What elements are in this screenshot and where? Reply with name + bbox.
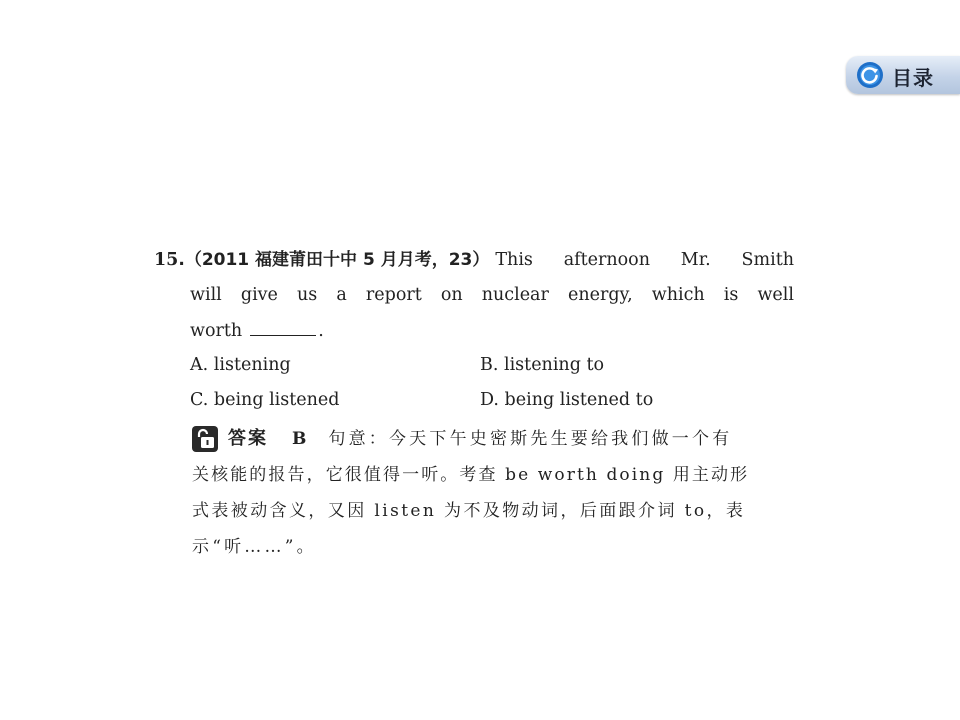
- word: is: [723, 285, 739, 305]
- options-row-1: [154, 348, 794, 383]
- word: give: [240, 285, 278, 305]
- word: Smith: [741, 250, 794, 270]
- circular-arrow-icon: [856, 61, 884, 89]
- answer-line-3: [192, 493, 796, 529]
- question-line-1-text: [495, 243, 794, 278]
- option-a: A. listening: [190, 355, 291, 375]
- answer-label: 答案: [228, 428, 268, 449]
- open-lock-icon: [192, 426, 218, 452]
- answer-text: 句意：今天下午史密斯先生要给我们做一个有: [328, 429, 733, 449]
- question-line-3-prefix: worth: [190, 321, 243, 341]
- options-row-2: [154, 383, 794, 418]
- answer-text: 关核能的报告，它很值得一听。考查 be worth doing 用主动形: [192, 465, 750, 485]
- word: energy,: [567, 285, 633, 305]
- option-d: D. being listened to: [480, 390, 654, 410]
- answer-block: [192, 421, 796, 565]
- answer-text: 示“听……”。: [192, 537, 317, 557]
- answer-line-4: [192, 529, 796, 565]
- word: afternoon: [563, 250, 650, 270]
- answer-line-1: [192, 421, 796, 457]
- word: which: [651, 285, 705, 305]
- word: Mr.: [680, 250, 711, 270]
- answer-line-2: [192, 457, 796, 493]
- question-number: 15: [154, 250, 179, 270]
- word: will: [190, 285, 222, 305]
- answer-text: 式表被动含义，又因 listen 为不及物动词，后面跟介词 to，表: [192, 501, 746, 521]
- toc-label: 目录: [892, 66, 934, 90]
- word: This: [495, 250, 533, 270]
- question-line-1: [154, 243, 794, 278]
- word: report: [365, 285, 422, 305]
- question-line-2: [154, 278, 794, 313]
- question-line-3: [154, 313, 794, 348]
- question-line-3-suffix: .: [318, 321, 324, 341]
- toc-button[interactable]: [846, 56, 960, 94]
- question-source: .（2011 福建莆田十中 5 月月考，23）: [178, 250, 490, 270]
- word: nuclear: [481, 285, 549, 305]
- word: on: [440, 285, 463, 305]
- option-c: C. being listened: [190, 390, 340, 410]
- answer-blank: [250, 313, 316, 336]
- question-block: [154, 243, 794, 418]
- word: a: [336, 285, 347, 305]
- word: well: [757, 285, 794, 305]
- answer-choice: B: [292, 429, 307, 449]
- option-b: B. listening to: [480, 355, 605, 375]
- word: us: [297, 285, 318, 305]
